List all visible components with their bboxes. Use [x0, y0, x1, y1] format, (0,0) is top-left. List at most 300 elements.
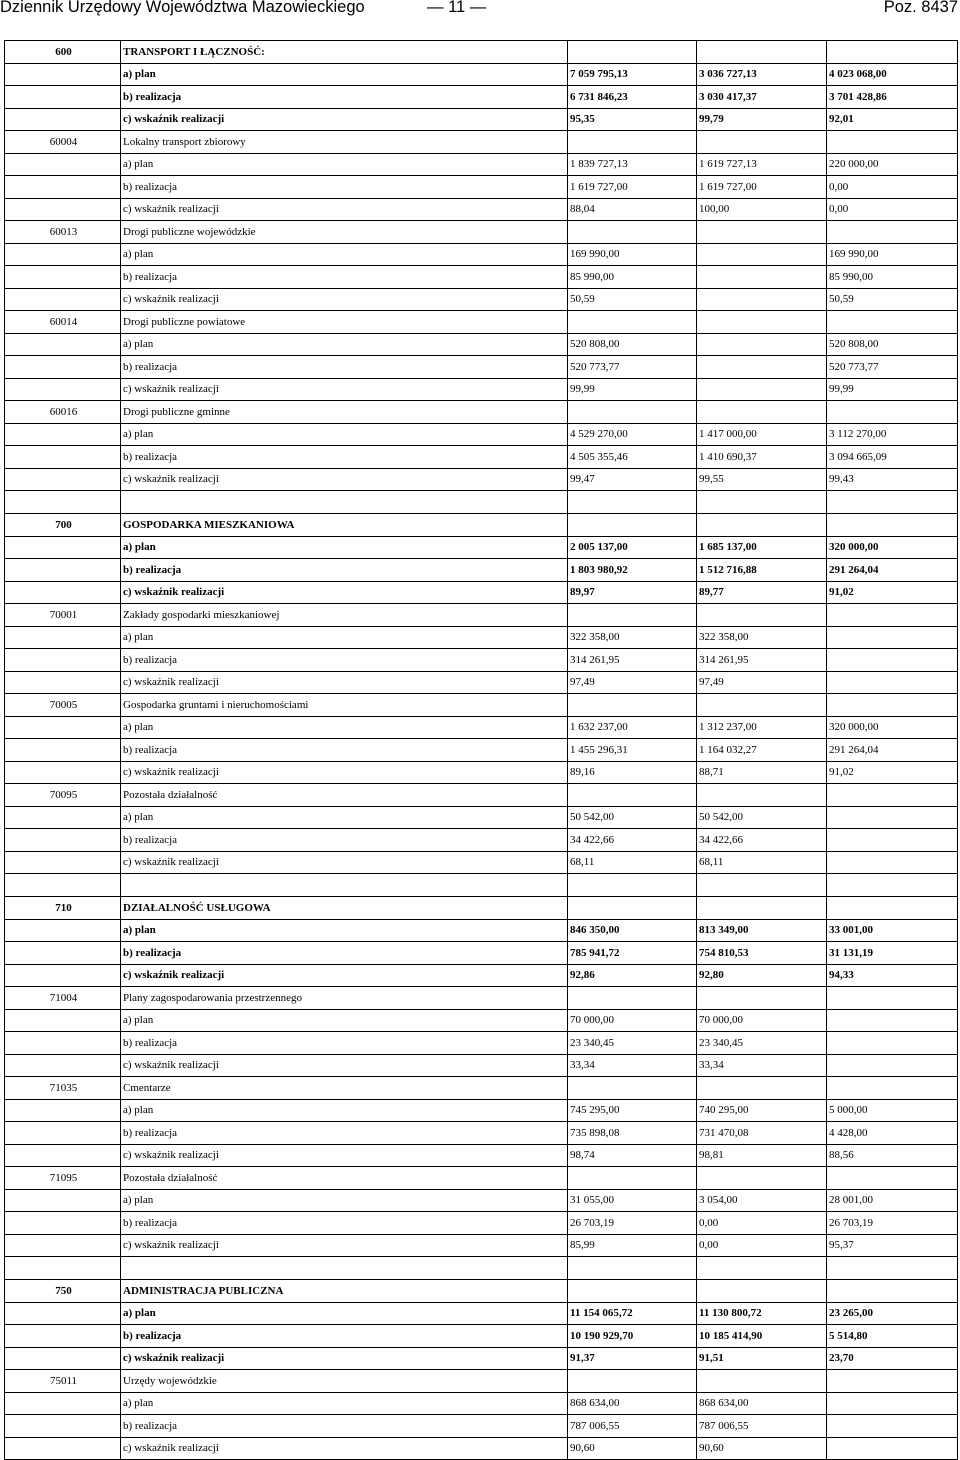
classification-code-cell	[5, 266, 121, 289]
current-value-cell	[697, 1370, 827, 1393]
classification-code-cell	[5, 536, 121, 559]
classification-code-cell	[5, 649, 121, 672]
property-value-cell: 99,99	[827, 378, 958, 401]
total-value-cell	[568, 491, 697, 514]
total-value-cell: 85 990,00	[568, 266, 697, 289]
current-value-cell: 70 000,00	[697, 1009, 827, 1032]
classification-code-cell	[5, 108, 121, 131]
table-row	[5, 131, 958, 154]
current-value-cell: 787 006,55	[697, 1415, 827, 1438]
total-value-cell: 735 898,08	[568, 1122, 697, 1145]
total-value-cell: 1 632 237,00	[568, 716, 697, 739]
property-value-cell: 85 990,00	[827, 266, 958, 289]
classification-code-cell	[5, 423, 121, 446]
description-cell: a) plan	[121, 153, 568, 176]
description-cell: a) plan	[121, 63, 568, 86]
table-row	[5, 266, 958, 289]
property-value-cell: 95,37	[827, 1234, 958, 1257]
total-value-cell: 95,35	[568, 108, 697, 131]
total-value-cell: 4 529 270,00	[568, 423, 697, 446]
property-value-cell: 0,00	[827, 198, 958, 221]
property-value-cell	[827, 829, 958, 852]
description-cell: GOSPODARKA MIESZKANIOWA	[121, 514, 568, 537]
current-value-cell: 92,80	[697, 964, 827, 987]
classification-code-cell	[5, 1325, 121, 1348]
table-row	[5, 716, 958, 739]
classification-code-cell: 60013	[5, 221, 121, 244]
current-value-cell	[697, 514, 827, 537]
description-cell: a) plan	[121, 806, 568, 829]
table-row	[5, 874, 958, 897]
classification-code-cell	[5, 468, 121, 491]
total-value-cell: 70 000,00	[568, 1009, 697, 1032]
property-value-cell: 5 000,00	[827, 1099, 958, 1122]
classification-code-cell	[5, 356, 121, 379]
table-row	[5, 626, 958, 649]
total-value-cell	[568, 897, 697, 920]
classification-code-cell	[5, 153, 121, 176]
property-value-cell	[827, 1077, 958, 1100]
current-value-cell: 1 410 690,37	[697, 446, 827, 469]
current-value-cell: 1 619 727,13	[697, 153, 827, 176]
total-value-cell: 33,34	[568, 1054, 697, 1077]
description-cell: b) realizacja	[121, 942, 568, 965]
property-value-cell: 3 701 428,86	[827, 86, 958, 109]
classification-code-cell	[5, 761, 121, 784]
property-value-cell: 169 990,00	[827, 243, 958, 266]
description-cell: b) realizacja	[121, 176, 568, 199]
description-cell: a) plan	[121, 243, 568, 266]
description-cell	[121, 874, 568, 897]
table-row	[5, 356, 958, 379]
property-value-cell: 520 773,77	[827, 356, 958, 379]
current-value-cell	[697, 221, 827, 244]
property-value-cell	[827, 514, 958, 537]
current-value-cell	[697, 1280, 827, 1303]
property-value-cell: 26 703,19	[827, 1212, 958, 1235]
classification-code-cell	[5, 333, 121, 356]
table-row	[5, 514, 958, 537]
classification-code-cell	[5, 1392, 121, 1415]
total-value-cell: 314 261,95	[568, 649, 697, 672]
description-cell: b) realizacja	[121, 86, 568, 109]
current-value-cell: 322 358,00	[697, 626, 827, 649]
table-row	[5, 1077, 958, 1100]
classification-code-cell	[5, 1144, 121, 1167]
description-cell: a) plan	[121, 919, 568, 942]
total-value-cell: 68,11	[568, 851, 697, 874]
description-cell: Lokalny transport zbiorowy	[121, 131, 568, 154]
table-row	[5, 491, 958, 514]
current-value-cell: 1 619 727,00	[697, 176, 827, 199]
classification-code-cell	[5, 559, 121, 582]
table-row	[5, 63, 958, 86]
current-value-cell: 0,00	[697, 1212, 827, 1235]
total-value-cell	[568, 514, 697, 537]
classification-code-cell: 71004	[5, 987, 121, 1010]
current-value-cell: 754 810,53	[697, 942, 827, 965]
property-value-cell	[827, 1167, 958, 1190]
current-value-cell: 3 036 727,13	[697, 63, 827, 86]
classification-code-cell: 70005	[5, 694, 121, 717]
description-cell: Gospodarka gruntami i nieruchomościami	[121, 694, 568, 717]
property-value-cell	[827, 1415, 958, 1438]
table-row	[5, 739, 958, 762]
current-value-cell: 1 312 237,00	[697, 716, 827, 739]
current-value-cell	[697, 1257, 827, 1280]
classification-code-cell	[5, 198, 121, 221]
total-value-cell: 1 455 296,31	[568, 739, 697, 762]
total-value-cell: 322 358,00	[568, 626, 697, 649]
description-cell: c) wskaźnik realizacji	[121, 1347, 568, 1370]
classification-code-cell	[5, 739, 121, 762]
total-value-cell	[568, 221, 697, 244]
description-cell: c) wskaźnik realizacji	[121, 288, 568, 311]
property-value-cell	[827, 1280, 958, 1303]
current-value-cell: 731 470,08	[697, 1122, 827, 1145]
description-cell: TRANSPORT I ŁĄCZNOŚĆ:	[121, 41, 568, 64]
table-row	[5, 176, 958, 199]
property-value-cell: 92,01	[827, 108, 958, 131]
description-cell: b) realizacja	[121, 649, 568, 672]
description-cell: c) wskaźnik realizacji	[121, 198, 568, 221]
current-value-cell	[697, 987, 827, 1010]
description-cell: Drogi publiczne wojewódzkie	[121, 221, 568, 244]
description-cell: b) realizacja	[121, 829, 568, 852]
classification-code-cell	[5, 1212, 121, 1235]
description-cell: c) wskaźnik realizacji	[121, 1054, 568, 1077]
classification-code-cell	[5, 86, 121, 109]
table-row	[5, 559, 958, 582]
current-value-cell: 91,51	[697, 1347, 827, 1370]
description-cell: c) wskaźnik realizacji	[121, 1144, 568, 1167]
current-value-cell: 97,49	[697, 671, 827, 694]
property-value-cell: 33 001,00	[827, 919, 958, 942]
property-value-cell	[827, 1437, 958, 1460]
property-value-cell	[827, 41, 958, 64]
description-cell: c) wskaźnik realizacji	[121, 378, 568, 401]
table-row	[5, 784, 958, 807]
description-cell: a) plan	[121, 1009, 568, 1032]
budget-table	[4, 40, 958, 1460]
total-value-cell	[568, 874, 697, 897]
description-cell: c) wskaźnik realizacji	[121, 1437, 568, 1460]
property-value-cell: 50,59	[827, 288, 958, 311]
table-row	[5, 1009, 958, 1032]
table-row	[5, 446, 958, 469]
current-value-cell: 11 130 800,72	[697, 1302, 827, 1325]
property-value-cell: 0,00	[827, 176, 958, 199]
property-value-cell: 520 808,00	[827, 333, 958, 356]
table-row	[5, 851, 958, 874]
current-value-cell: 3 054,00	[697, 1189, 827, 1212]
current-value-cell: 100,00	[697, 198, 827, 221]
current-value-cell	[697, 266, 827, 289]
table-row	[5, 761, 958, 784]
classification-code-cell	[5, 1054, 121, 1077]
total-value-cell: 89,16	[568, 761, 697, 784]
current-value-cell: 99,79	[697, 108, 827, 131]
classification-code-cell: 75011	[5, 1370, 121, 1393]
table-row	[5, 806, 958, 829]
description-cell: a) plan	[121, 1302, 568, 1325]
classification-code-cell	[5, 1257, 121, 1280]
current-value-cell	[697, 288, 827, 311]
table-row	[5, 108, 958, 131]
current-value-cell	[697, 1077, 827, 1100]
description-cell	[121, 491, 568, 514]
classification-code-cell: 60014	[5, 311, 121, 334]
table-row	[5, 1392, 958, 1415]
table-row	[5, 221, 958, 244]
classification-code-cell	[5, 1099, 121, 1122]
classification-code-cell	[5, 63, 121, 86]
current-value-cell: 88,71	[697, 761, 827, 784]
description-cell: Pozostała działalność	[121, 1167, 568, 1190]
total-value-cell	[568, 1280, 697, 1303]
total-value-cell: 50,59	[568, 288, 697, 311]
position-number: Poz. 8437	[883, 0, 958, 16]
current-value-cell: 3 030 417,37	[697, 86, 827, 109]
property-value-cell: 3 094 665,09	[827, 446, 958, 469]
current-value-cell: 868 634,00	[697, 1392, 827, 1415]
total-value-cell: 99,99	[568, 378, 697, 401]
classification-code-cell: 710	[5, 897, 121, 920]
table-row	[5, 333, 958, 356]
classification-code-cell	[5, 581, 121, 604]
table-row	[5, 1212, 958, 1235]
description-cell: a) plan	[121, 1189, 568, 1212]
total-value-cell	[568, 604, 697, 627]
property-value-cell: 3 112 270,00	[827, 423, 958, 446]
property-value-cell: 320 000,00	[827, 716, 958, 739]
total-value-cell: 868 634,00	[568, 1392, 697, 1415]
classification-code-cell	[5, 176, 121, 199]
description-cell: b) realizacja	[121, 739, 568, 762]
table-row	[5, 694, 958, 717]
description-cell: c) wskaźnik realizacji	[121, 1234, 568, 1257]
table-row	[5, 964, 958, 987]
classification-code-cell: 71095	[5, 1167, 121, 1190]
property-value-cell	[827, 1257, 958, 1280]
current-value-cell: 90,60	[697, 1437, 827, 1460]
description-cell: Drogi publiczne gminne	[121, 401, 568, 424]
description-cell: c) wskaźnik realizacji	[121, 964, 568, 987]
total-value-cell: 520 773,77	[568, 356, 697, 379]
classification-code-cell	[5, 1347, 121, 1370]
classification-code-cell	[5, 1415, 121, 1438]
classification-code-cell	[5, 491, 121, 514]
description-cell: DZIAŁALNOŚĆ USŁUGOWA	[121, 897, 568, 920]
total-value-cell: 97,49	[568, 671, 697, 694]
property-value-cell: 94,33	[827, 964, 958, 987]
description-cell: c) wskaźnik realizacji	[121, 468, 568, 491]
current-value-cell: 89,77	[697, 581, 827, 604]
classification-code-cell	[5, 288, 121, 311]
property-value-cell: 91,02	[827, 761, 958, 784]
current-value-cell	[697, 1167, 827, 1190]
current-value-cell: 1 685 137,00	[697, 536, 827, 559]
table-row	[5, 1167, 958, 1190]
property-value-cell: 23 265,00	[827, 1302, 958, 1325]
description-cell: b) realizacja	[121, 1032, 568, 1055]
total-value-cell	[568, 1077, 697, 1100]
table-row	[5, 1054, 958, 1077]
classification-code-cell	[5, 806, 121, 829]
current-value-cell: 33,34	[697, 1054, 827, 1077]
table-row	[5, 468, 958, 491]
table-row	[5, 288, 958, 311]
description-cell: c) wskaźnik realizacji	[121, 671, 568, 694]
table-row	[5, 1347, 958, 1370]
classification-code-cell	[5, 446, 121, 469]
classification-code-cell: 71035	[5, 1077, 121, 1100]
current-value-cell: 10 185 414,90	[697, 1325, 827, 1348]
classification-code-cell	[5, 671, 121, 694]
description-cell: a) plan	[121, 423, 568, 446]
current-value-cell: 1 417 000,00	[697, 423, 827, 446]
classification-code-cell	[5, 942, 121, 965]
table-row	[5, 1437, 958, 1460]
current-value-cell: 314 261,95	[697, 649, 827, 672]
property-value-cell	[827, 1392, 958, 1415]
classification-code-cell: 60016	[5, 401, 121, 424]
classification-code-cell	[5, 1122, 121, 1145]
description-cell: b) realizacja	[121, 1415, 568, 1438]
total-value-cell: 26 703,19	[568, 1212, 697, 1235]
total-value-cell: 89,97	[568, 581, 697, 604]
table-row	[5, 942, 958, 965]
total-value-cell	[568, 41, 697, 64]
property-value-cell: 320 000,00	[827, 536, 958, 559]
table-row	[5, 829, 958, 852]
property-value-cell: 4 428,00	[827, 1122, 958, 1145]
current-value-cell: 813 349,00	[697, 919, 827, 942]
current-value-cell: 1 512 716,88	[697, 559, 827, 582]
total-value-cell	[568, 784, 697, 807]
total-value-cell: 1 619 727,00	[568, 176, 697, 199]
property-value-cell	[827, 784, 958, 807]
total-value-cell: 85,99	[568, 1234, 697, 1257]
property-value-cell: 99,43	[827, 468, 958, 491]
classification-code-cell	[5, 964, 121, 987]
description-cell: a) plan	[121, 626, 568, 649]
table-row	[5, 1099, 958, 1122]
current-value-cell: 23 340,45	[697, 1032, 827, 1055]
property-value-cell	[827, 1032, 958, 1055]
description-cell: Zakłady gospodarki mieszkaniowej	[121, 604, 568, 627]
total-value-cell	[568, 1370, 697, 1393]
property-value-cell: 91,02	[827, 581, 958, 604]
total-value-cell: 98,74	[568, 1144, 697, 1167]
property-value-cell: 4 023 068,00	[827, 63, 958, 86]
description-cell: c) wskaźnik realizacji	[121, 581, 568, 604]
table-row	[5, 423, 958, 446]
classification-code-cell	[5, 1032, 121, 1055]
classification-code-cell	[5, 919, 121, 942]
current-value-cell: 99,55	[697, 468, 827, 491]
current-value-cell: 50 542,00	[697, 806, 827, 829]
description-cell: Urzędy wojewódzkie	[121, 1370, 568, 1393]
property-value-cell	[827, 401, 958, 424]
property-value-cell	[827, 1054, 958, 1077]
total-value-cell: 6 731 846,23	[568, 86, 697, 109]
table-row	[5, 378, 958, 401]
property-value-cell: 291 264,04	[827, 559, 958, 582]
property-value-cell	[827, 131, 958, 154]
current-value-cell: 740 295,00	[697, 1099, 827, 1122]
property-value-cell	[827, 1370, 958, 1393]
description-cell: Drogi publiczne powiatowe	[121, 311, 568, 334]
table-row	[5, 1234, 958, 1257]
classification-code-cell: 70095	[5, 784, 121, 807]
current-value-cell	[697, 378, 827, 401]
description-cell: b) realizacja	[121, 559, 568, 582]
total-value-cell: 34 422,66	[568, 829, 697, 852]
property-value-cell: 291 264,04	[827, 739, 958, 762]
property-value-cell: 220 000,00	[827, 153, 958, 176]
description-cell: c) wskaźnik realizacji	[121, 108, 568, 131]
description-cell: a) plan	[121, 1392, 568, 1415]
description-cell: ADMINISTRACJA PUBLICZNA	[121, 1280, 568, 1303]
total-value-cell: 7 059 795,13	[568, 63, 697, 86]
classification-code-cell	[5, 1437, 121, 1460]
classification-code-cell: 70001	[5, 604, 121, 627]
classification-code-cell	[5, 1302, 121, 1325]
property-value-cell: 31 131,19	[827, 942, 958, 965]
table-row	[5, 1415, 958, 1438]
total-value-cell	[568, 131, 697, 154]
current-value-cell	[697, 41, 827, 64]
table-row	[5, 86, 958, 109]
property-value-cell	[827, 897, 958, 920]
current-value-cell	[697, 897, 827, 920]
property-value-cell	[827, 671, 958, 694]
total-value-cell: 846 350,00	[568, 919, 697, 942]
classification-code-cell	[5, 626, 121, 649]
description-cell: Pozostała działalność	[121, 784, 568, 807]
total-value-cell: 1 839 727,13	[568, 153, 697, 176]
property-value-cell	[827, 987, 958, 1010]
total-value-cell: 10 190 929,70	[568, 1325, 697, 1348]
total-value-cell: 23 340,45	[568, 1032, 697, 1055]
classification-code-cell	[5, 716, 121, 739]
table-row	[5, 1122, 958, 1145]
budget-table-body	[5, 41, 958, 1460]
total-value-cell: 92,86	[568, 964, 697, 987]
page-number: — 11 —	[427, 0, 487, 16]
total-value-cell: 520 808,00	[568, 333, 697, 356]
total-value-cell	[568, 401, 697, 424]
current-value-cell: 98,81	[697, 1144, 827, 1167]
property-value-cell: 23,70	[827, 1347, 958, 1370]
description-cell: c) wskaźnik realizacji	[121, 851, 568, 874]
total-value-cell: 787 006,55	[568, 1415, 697, 1438]
classification-code-cell	[5, 243, 121, 266]
table-row	[5, 311, 958, 334]
classification-code-cell: 750	[5, 1280, 121, 1303]
table-row	[5, 1032, 958, 1055]
current-value-cell	[697, 131, 827, 154]
classification-code-cell	[5, 1234, 121, 1257]
table-row	[5, 153, 958, 176]
property-value-cell	[827, 806, 958, 829]
current-value-cell	[697, 694, 827, 717]
table-row	[5, 243, 958, 266]
property-value-cell	[827, 851, 958, 874]
classification-code-cell: 700	[5, 514, 121, 537]
table-row	[5, 919, 958, 942]
